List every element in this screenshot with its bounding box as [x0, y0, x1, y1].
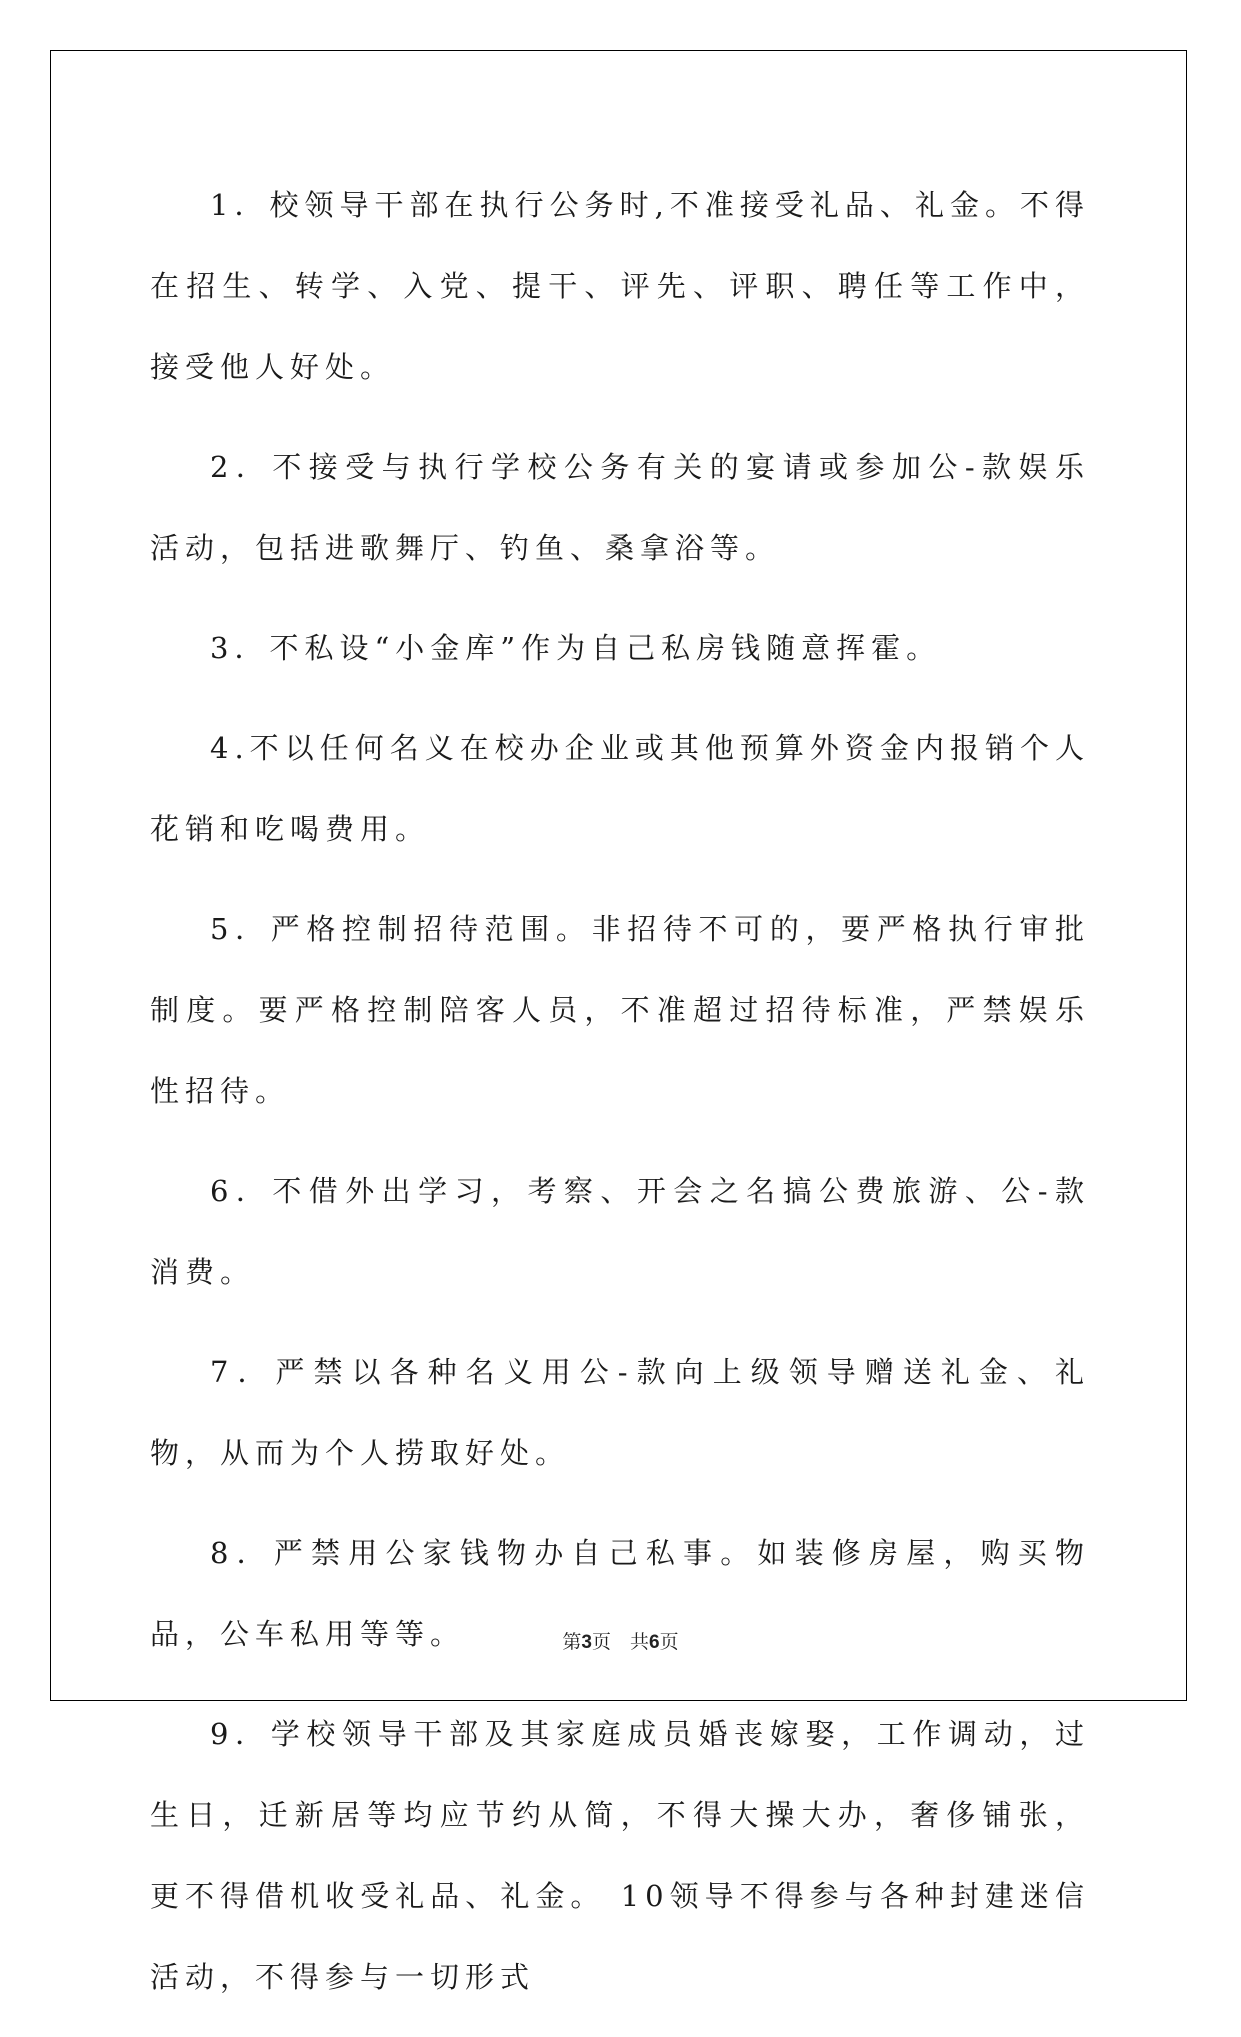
- paragraph-4: 4.不以任何名义在校办企业或其他预算外资金内报销个人花销和吃喝费用。: [150, 731, 1090, 846]
- paragraph-6: 6．不借外出学习，考察、开会之名搞公费旅游、公-款消费。: [150, 1174, 1090, 1289]
- paragraph-9: 9．学校领导干部及其家庭成员婚丧嫁娶，工作调动，过生日，迁新居等均应节约从简，不得大操大办，奢侈铺张，更不得借机收受礼品、礼金。 10领导不得参与各种封建迷信活动，不得参与一切形式: [150, 1717, 1090, 1994]
- paragraph-2: 2．不接受与执行学校公务有关的宴请或参加公-款娱乐活动，包括进歌舞厅、钓鱼、桑拿浴等。: [150, 450, 1090, 565]
- page-suffix: 页: [659, 1631, 679, 1653]
- total-page-number: 6: [649, 1632, 660, 1653]
- page-number-footer: [0, 1627, 1241, 1654]
- current-page-number: 3: [581, 1632, 592, 1653]
- paragraph-1: 1．校领导干部在执行公务时,不准接受礼品、礼金。不得在招生、转学、入党、提干、评先、评职、聘任等工作中，接受他人好处。: [150, 188, 1090, 384]
- paragraph-8: 8．严禁用公家钱物办自己私事。如装修房屋，购买物品，公车私用等等。: [150, 1536, 1090, 1651]
- paragraph-5: 5．严格控制招待范围。非招待不可的，要严格执行审批制度。要严格控制陪客人员，不准超过招待标准，严禁娱乐性招待。: [150, 912, 1090, 1108]
- paragraph-3: 3．不私设“小金库”作为自己私房钱随意挥霍。: [210, 631, 942, 665]
- paragraph-7: 7．严禁以各种名义用公-款向上级领导赠送礼金、礼物，从而为个人捞取好处。: [150, 1355, 1090, 1470]
- document-body: [150, 165, 1090, 2037]
- page-prefix: 第: [562, 1631, 582, 1653]
- page-mid: 页 共: [591, 1631, 649, 1653]
